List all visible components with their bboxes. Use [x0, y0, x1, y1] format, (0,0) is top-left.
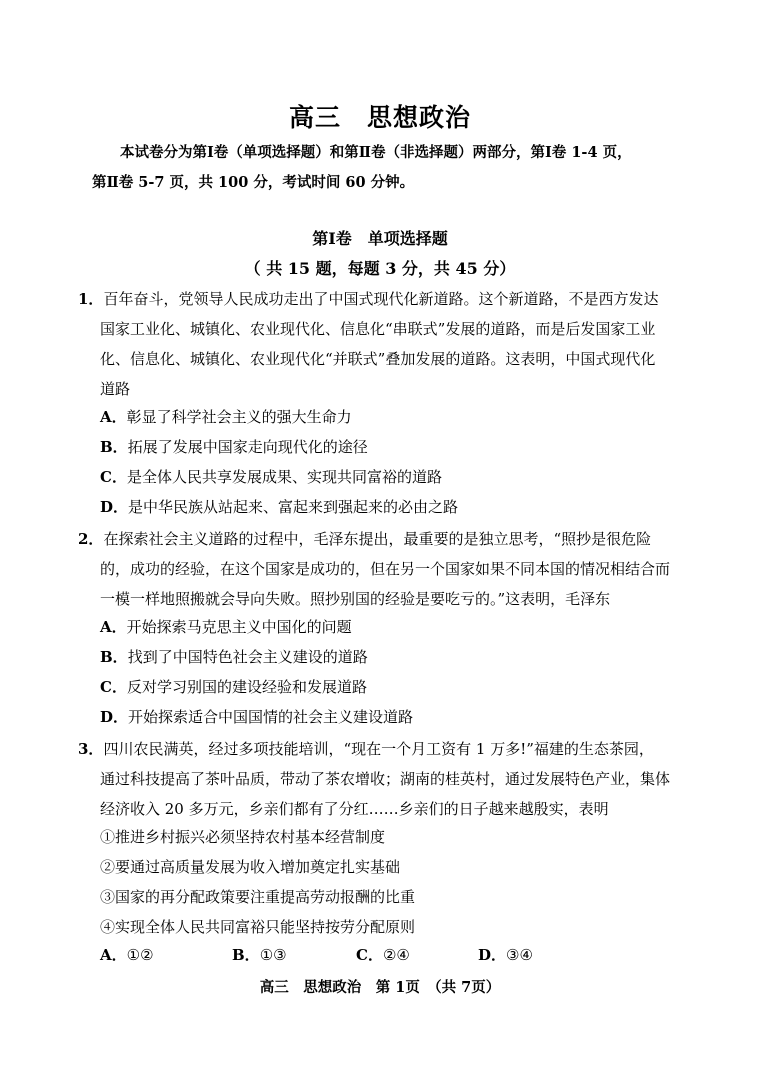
choice-letter: D． [478, 946, 507, 964]
choice-text: ③④ [506, 946, 533, 964]
page-footer: 高三 思想政治 第 1页 （共 7页） [259, 979, 501, 996]
question-1-option-c [100, 466, 442, 487]
question-1-stem [78, 284, 688, 404]
option-text: 反对学习别国的建设经验和发展道路 [126, 678, 367, 696]
choice-letter: C． [356, 946, 383, 964]
option-letter: D． [100, 708, 129, 726]
stem-line: 四川农民满英，经过多项技能培训，“现在一个月工资有 1 万多!”福建的生态茶园， [103, 740, 654, 758]
part1-subtitle: （ 共 15 题，每题 3 分，共 45 分） [244, 259, 516, 278]
option-letter: B． [100, 648, 128, 666]
option-letter: D． [100, 498, 129, 516]
stem-line: 国家工业化、城镇化、农业现代化、信息化“串联式”发展的道路，而是后发国家工业 [100, 320, 656, 338]
option-text: 是中华民族从站起来、富起来到强起来的必由之路 [128, 498, 459, 516]
choice-text: ①② [126, 946, 154, 964]
stem-line: 在探索社会主义道路的过程中，毛泽东提出，最重要的是独立思考，“照抄是很危险 [103, 530, 652, 548]
choice-text: ①③ [259, 946, 287, 964]
question-3-stem [78, 734, 688, 824]
question-number: 1． [78, 290, 104, 308]
stem-line: 通过科技提高了茶叶品质，带动了茶农增收；湖南的桂英村，通过发展特色产业，集体 [100, 770, 671, 788]
intro-line-2: 第Ⅱ卷 5-7 页，共 100 分，考试时间 60 分钟。 [92, 174, 415, 191]
option-letter: A． [100, 618, 127, 636]
stem-line: 化、信息化、城镇化、农业现代化“并联式”叠加发展的道路。这表明，中国式现代化 [100, 350, 656, 368]
question-2-option-a [100, 616, 352, 637]
option-text: 开始探索适合中国国情的社会主义建设道路 [128, 708, 414, 726]
option-text: 是全体人民共享发展成果、实现共同富裕的道路 [126, 468, 442, 486]
option-text: 拓展了发展中国家走向现代化的途径 [127, 438, 368, 456]
option-letter: C． [100, 468, 127, 486]
part1-title: 第Ⅰ卷 单项选择题 [312, 229, 448, 248]
stem-line: 的，成功的经验，在这个国家是成功的，但在另一个国家如果不同本国的情况相结合而 [100, 560, 671, 578]
question-2-stem [78, 524, 688, 614]
option-letter: C． [100, 678, 127, 696]
option-letter: A． [100, 408, 127, 426]
option-text: 彰显了科学社会主义的强大生命力 [126, 408, 352, 426]
choice-letter: B． [232, 946, 260, 964]
question-number: 3． [78, 740, 104, 758]
question-2-option-c [100, 676, 367, 697]
question-3-choice-a [100, 944, 154, 965]
exam-intro [92, 138, 682, 198]
choice-text: ②④ [382, 946, 410, 964]
question-3-choice-b [232, 944, 287, 965]
option-letter: B． [100, 438, 128, 456]
question-2-option-d [100, 706, 413, 727]
question-3-statement-3: ③国家的再分配政策要注重提高劳动报酬的比重 [100, 888, 416, 906]
stem-line: 百年奋斗，党领导人民成功走出了中国式现代化新道路。这个新道路，不是西方发达 [103, 290, 659, 308]
stem-line: 一模一样地照搬就会导向失败。照抄别国的经验是要吃亏的。”这表明，毛泽东 [100, 590, 611, 608]
question-1-option-a [100, 406, 352, 427]
option-text: 找到了中国特色社会主义建设的道路 [127, 648, 368, 666]
question-number: 2． [78, 530, 104, 548]
question-1-option-b [100, 436, 368, 457]
question-1-option-d [100, 496, 458, 517]
question-3-statement-4: ④实现全体人民共同富裕只能坚持按劳分配原则 [100, 918, 416, 936]
question-3-statement-1: ①推进乡村振兴必须坚持农村基本经营制度 [100, 828, 386, 846]
page-title: 高三 思想政治 [288, 103, 471, 132]
question-3-choice-c [356, 944, 410, 965]
question-3-choice-d [478, 944, 533, 965]
choice-letter: A． [100, 946, 127, 964]
intro-line-1: 本试卷分为第Ⅰ卷（单项选择题）和第Ⅱ卷（非选择题）两部分，第Ⅰ卷 1-4 页， [120, 144, 632, 161]
option-text: 开始探索马克思主义中国化的问题 [126, 618, 352, 636]
stem-line: 道路 [100, 380, 131, 398]
question-3-statement-2: ②要通过高质量发展为收入增加奠定扎实基础 [100, 858, 401, 876]
question-2-option-b [100, 646, 368, 667]
stem-line: 经济收入 20 多万元，乡亲们都有了分红……乡亲们的日子越来越殷实，表明 [100, 800, 609, 818]
